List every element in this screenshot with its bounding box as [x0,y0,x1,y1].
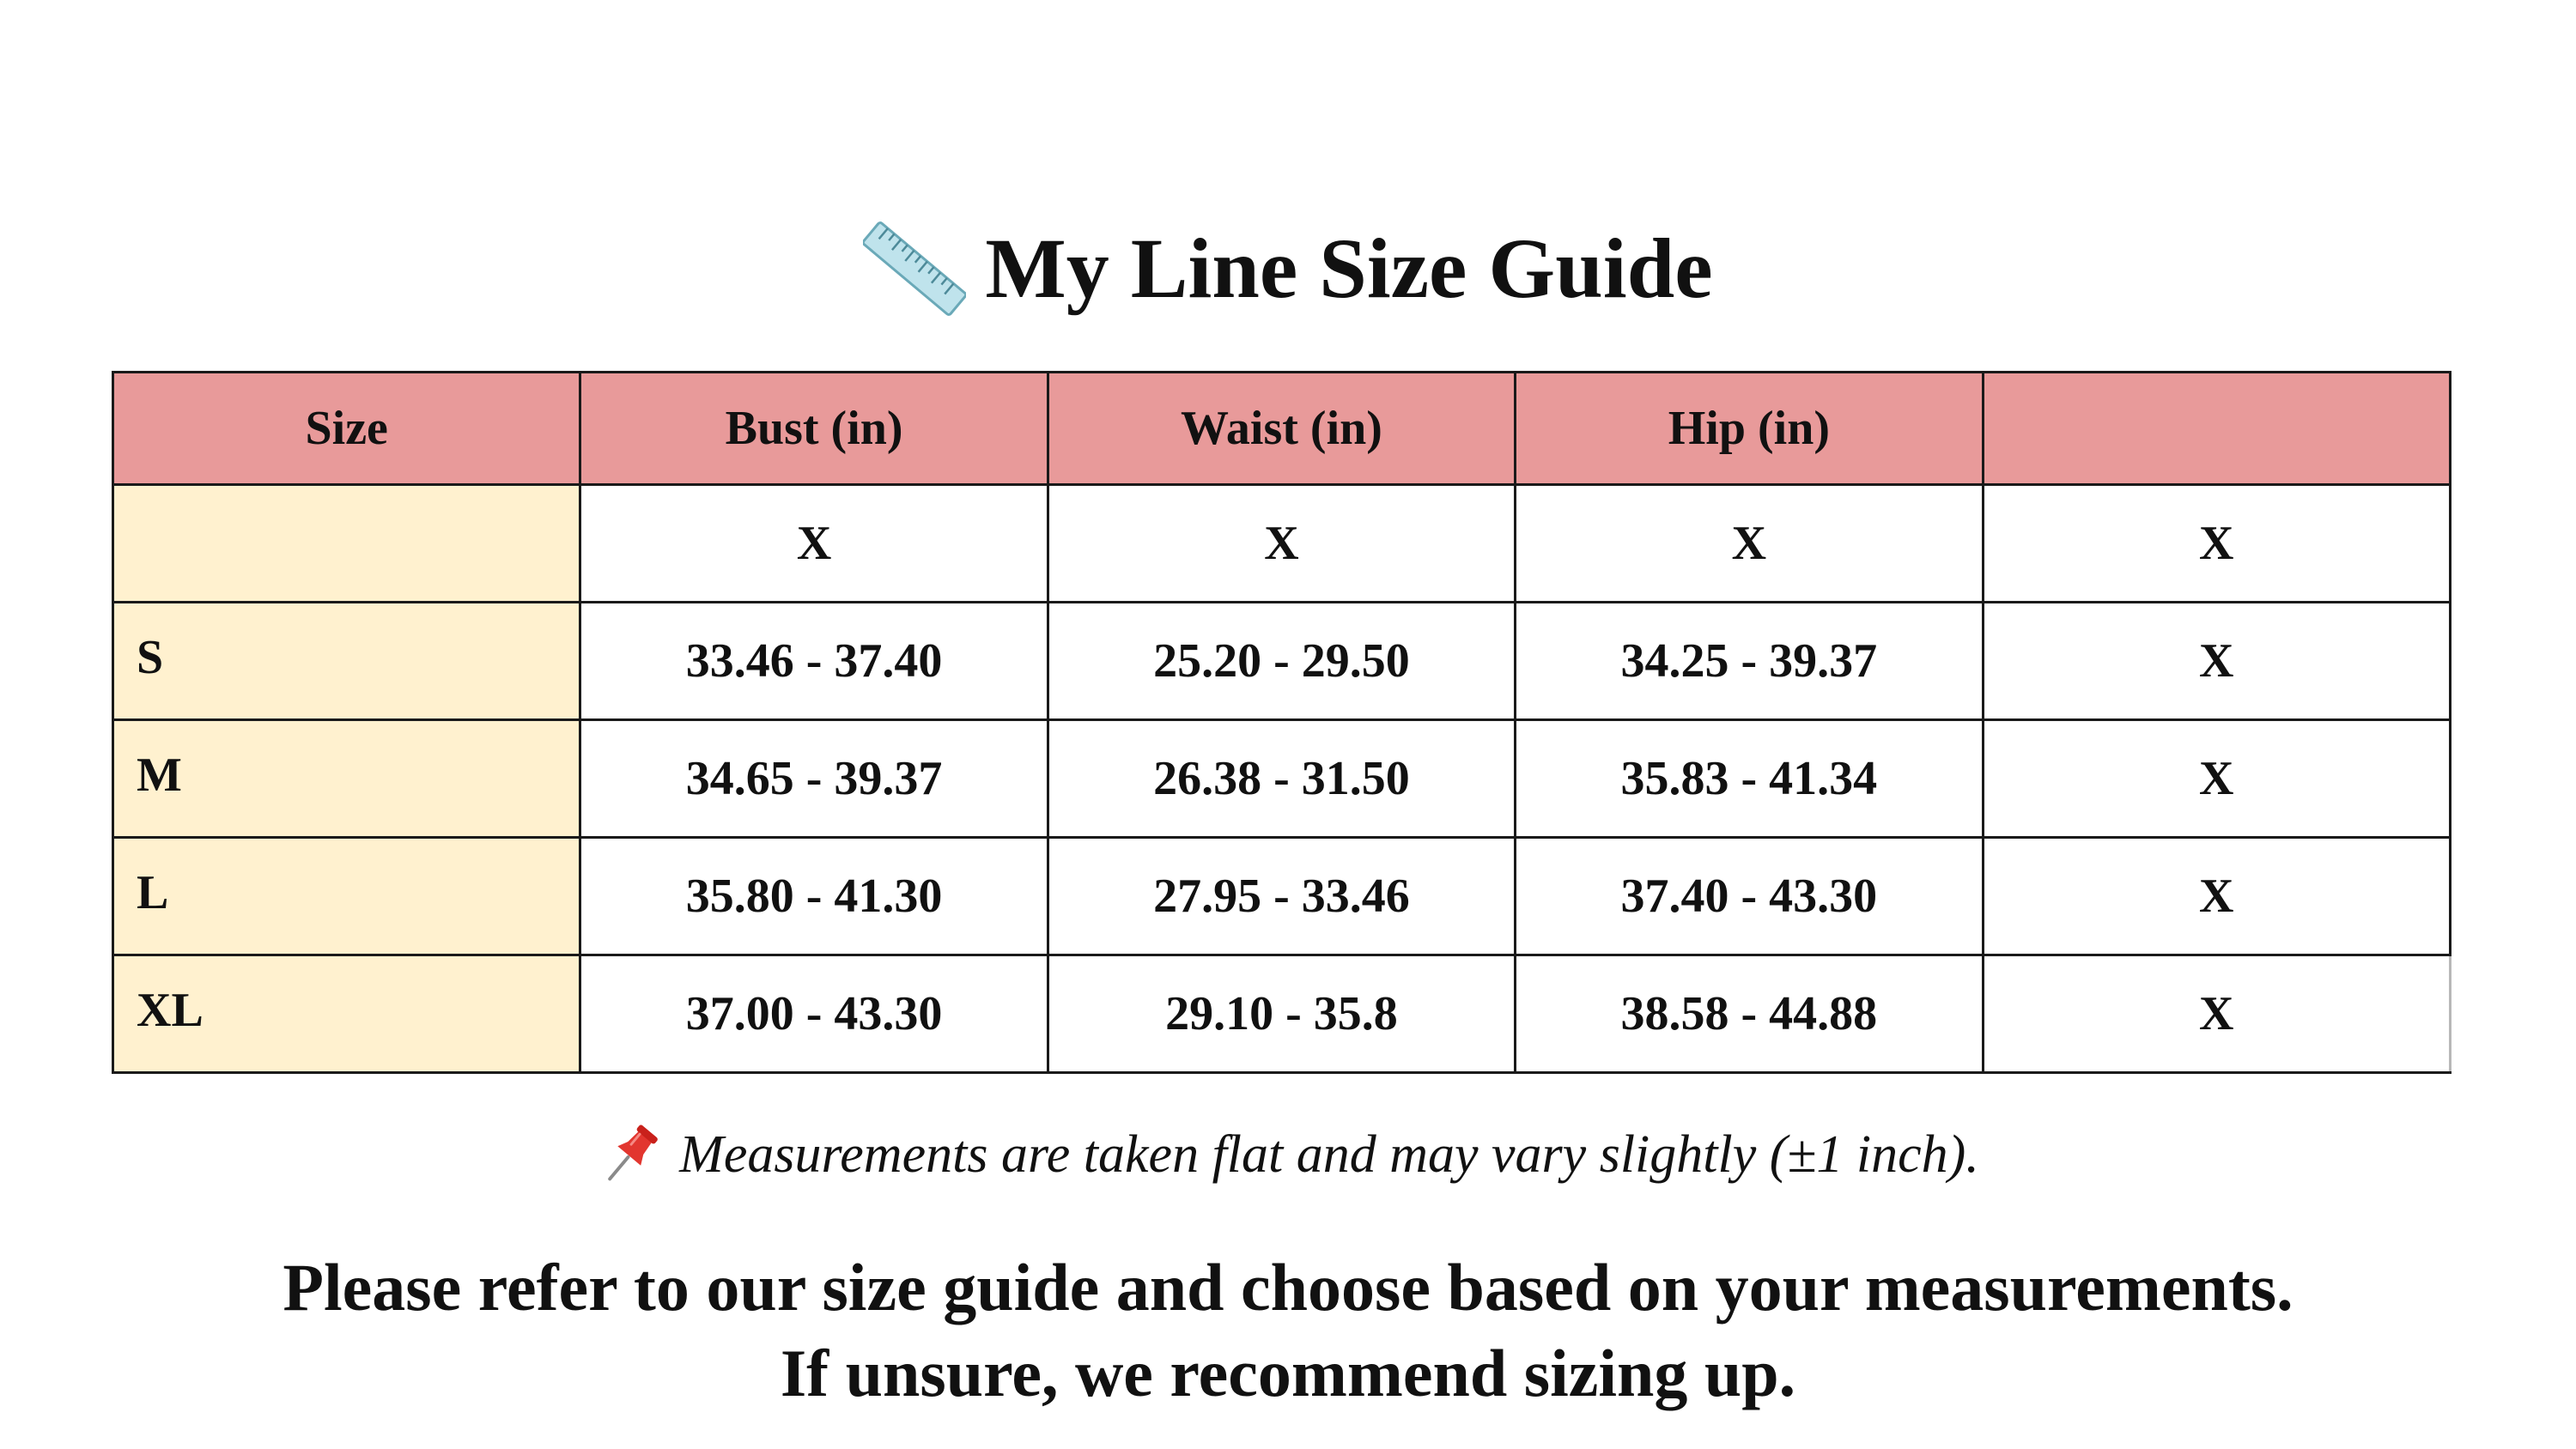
table-row [113,603,2451,720]
table-row [113,485,2451,603]
size-table [112,371,2451,1074]
footer-line-1: Please refer to our size guide and choose based on your measurements. [283,1250,2293,1325]
size-label: M [137,749,182,802]
page-title [0,213,2576,324]
title-text: My Line Size Guide [985,221,1713,316]
size-label: L [137,866,169,919]
waist-cell: 27.95 - 33.46 [1048,838,1515,955]
size-label: S [137,631,164,684]
waist-cell: 29.10 - 35.8 [1048,955,1515,1073]
extra-cell: X [1983,720,2450,838]
header-bust: Bust (in) [580,373,1048,485]
table-row [113,720,2451,838]
pushpin-icon [597,1121,664,1188]
size-cell [113,955,580,1073]
bust-cell: 37.00 - 43.30 [580,955,1048,1073]
waist-cell: 26.38 - 31.50 [1048,720,1515,838]
bust-cell: 34.65 - 39.37 [580,720,1048,838]
hip-cell: 34.25 - 39.37 [1516,603,1983,720]
footer-line-2: If unsure, we recommend sizing up. [780,1336,1796,1410]
table-row [113,955,2451,1073]
bust-cell: X [580,485,1048,603]
size-cell [113,838,580,955]
hip-cell: 37.40 - 43.30 [1516,838,1983,955]
size-cell [113,485,580,603]
header-size: Size [113,373,580,485]
bust-cell: 33.46 - 37.40 [580,603,1048,720]
extra-cell: X [1983,955,2450,1073]
extra-cell: X [1983,838,2450,955]
extra-cell: X [1983,603,2450,720]
waist-cell: 25.20 - 29.50 [1048,603,1515,720]
size-cell [113,720,580,838]
bust-cell: 35.80 - 41.30 [580,838,1048,955]
hip-cell: 38.58 - 44.88 [1516,955,1983,1073]
ruler-icon [863,217,966,320]
size-label: XL [137,984,204,1037]
table-row [113,838,2451,955]
footer-instructions [0,1245,2576,1416]
waist-cell: X [1048,485,1515,603]
extra-cell: X [1983,485,2450,603]
header-waist: Waist (in) [1048,373,1515,485]
size-cell [113,603,580,720]
table-header-row [113,373,2451,485]
header-extra [1983,373,2450,485]
note-text: Measurements are taken flat and may vary slightly (±1 inch). [679,1125,1979,1184]
header-hip: Hip (in) [1516,373,1983,485]
measurement-note [0,1116,2576,1193]
hip-cell: 35.83 - 41.34 [1516,720,1983,838]
hip-cell: X [1516,485,1983,603]
